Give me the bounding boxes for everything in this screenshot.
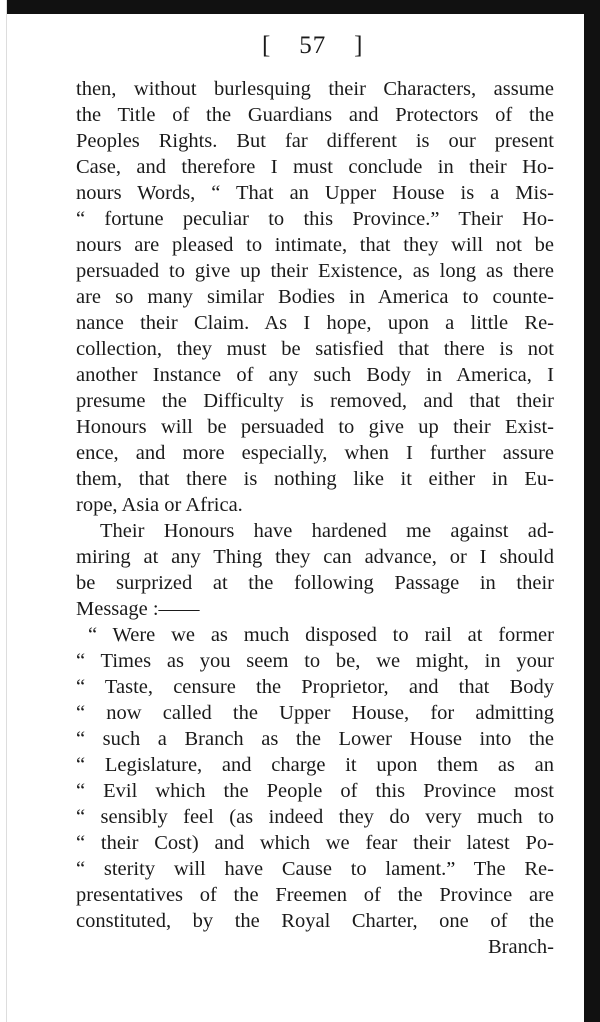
quote-line-8: “ sensibly feel (as indeed they do very much to bbox=[76, 806, 554, 828]
quote-line-2: “ Times as you seem to be, we might, in your bbox=[76, 650, 554, 672]
text-line-16: them, that there is nothing like it either in Eu- bbox=[76, 468, 554, 490]
text-line-17: rope, Asia or Africa. bbox=[76, 494, 243, 516]
text-line-18: Their Honours have hardened me against ad- bbox=[100, 520, 554, 542]
quote-line-3: “ Taste, censure the Proprietor, and that Body bbox=[76, 676, 554, 698]
quote-line-4: “ now called the Upper House, for admitting bbox=[76, 702, 554, 724]
text-line-8: persuaded to give up their Existence, as long as there bbox=[76, 260, 554, 282]
text-line-32: presentatives of the Freemen of the Province are bbox=[76, 884, 554, 906]
quote-line-5: “ such a Branch as the Lower House into the bbox=[76, 728, 554, 750]
page-number bbox=[262, 32, 382, 60]
catchword: Branch- bbox=[487, 936, 554, 958]
text-line-1: then, without burlesquing their Characters, assume bbox=[76, 78, 554, 100]
text-line-20: be surprized at the following Passage in their bbox=[76, 572, 554, 594]
text-line-12: another Instance of any such Body in America, I bbox=[76, 364, 554, 386]
text-line-7: nours are pleased to intimate, that they will not be bbox=[76, 234, 554, 256]
text-line-5: nours Words, “ That an Upper House is a Mis- bbox=[76, 182, 554, 204]
scan-edge-right bbox=[584, 0, 600, 1022]
text-line-19: miring at any Thing they can advance, or I should bbox=[76, 546, 554, 568]
quote-line-9: “ their Cost) and which we fear their latest Po- bbox=[76, 832, 554, 854]
text-line-33: constituted, by the Royal Charter, one of the bbox=[76, 910, 554, 932]
text-line-2: the Title of the Guardians and Protectors of the bbox=[76, 104, 554, 126]
text-line-14: Honours will be persuaded to give up their Exist- bbox=[76, 416, 554, 438]
page-number-close-bracket: ] bbox=[354, 32, 364, 59]
scan-edge-top bbox=[0, 0, 600, 14]
text-line-13: presume the Difficulty is removed, and that their bbox=[76, 390, 554, 412]
text-line-9: are so many similar Bodies in America to counte- bbox=[76, 286, 554, 308]
text-line-11: collection, they must be satisfied that there is not bbox=[76, 338, 554, 360]
text-line-4: Case, and therefore I must conclude in their Ho- bbox=[76, 156, 554, 178]
page-number-value: 57 bbox=[299, 32, 327, 59]
page-number-open-bracket: [ bbox=[262, 32, 272, 59]
quote-line-1: “ Were we as much disposed to rail at former bbox=[88, 624, 554, 646]
quote-line-10: “ sterity will have Cause to lament.” The Re- bbox=[76, 858, 554, 880]
quote-line-6: “ Legislature, and charge it upon them as an bbox=[76, 754, 554, 776]
quote-line-7: “ Evil which the People of this Province most bbox=[76, 780, 554, 802]
text-line-3: Peoples Rights. But far different is our present bbox=[76, 130, 554, 152]
page-body-text bbox=[76, 76, 554, 960]
text-line-10: nance their Claim. As I hope, upon a little Re- bbox=[76, 312, 554, 334]
text-line-15: ence, and more especially, when I further assure bbox=[76, 442, 554, 464]
text-line-21: Message :—— bbox=[76, 598, 200, 620]
text-line-6: “ fortune peculiar to this Province.” Their Ho- bbox=[76, 208, 554, 230]
scan-edge-left bbox=[0, 0, 7, 1022]
